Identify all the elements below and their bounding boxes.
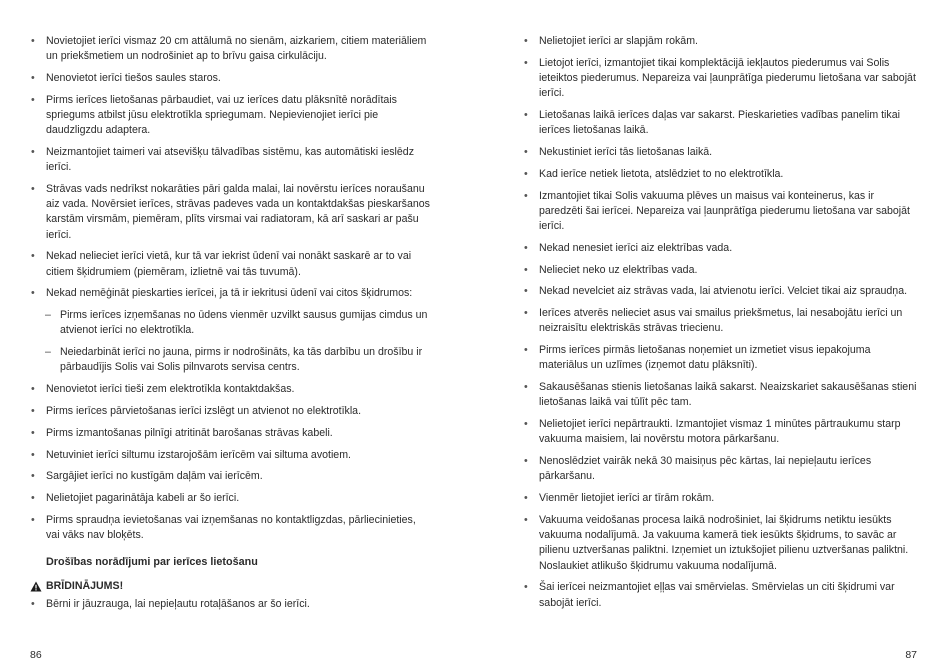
list-item: • Bērni ir jāuzrauga, lai nepieļautu rotaļāšanos ar šo ierīci.: [30, 597, 430, 612]
page-number-right: 87: [905, 649, 917, 661]
list-item: • Sargājiet ierīci no kustīgām daļām vai ierīcēm.: [30, 469, 430, 484]
list-item: • Šai ierīcei neizmantojiet eļļas vai smērvielas. Smērvielas un citi šķidrumi var sabojāt ierīci.: [523, 580, 918, 610]
sub-list-item: – Neiedarbināt ierīci no jauna, pirms ir nodrošināts, ka tās darbību un drošību ir pārbaudījis Solis vai Solis pilnvarots servisa centrs.: [30, 345, 430, 375]
left-sub-list: [30, 308, 430, 375]
list-item: • Novietojiet ierīci vismaz 20 cm attālumā no sienām, aizkariem, citiem materiāliem un priekšmetiem un nodrošiniet ap to brīvu gaisa cirkulāciju.: [30, 34, 430, 64]
list-item: • Nelieciet neko uz elektrības vada.: [523, 263, 918, 278]
list-item: • Vakuuma veidošanas procesa laikā nodrošiniet, lai šķidrums netiktu iesūkts vakuuma nodalījumā. Ja vakuuma kamerā tiek iesūkts šķidrums, to savāc ar pilienu uztveršanas paliktni. Izņemiet un iztukšojiet pilienu uztveršanas paliktni. Noslaukiet atlikušo šķidrumu vakuuma nodalījumā.: [523, 513, 918, 574]
list-item: • Nelietojiet ierīci nepārtraukti. Izmantojiet vismaz 1 minūtes pārtraukumu starp vakuuma maisiem, lai novērstu motora pārkaršanu.: [523, 417, 918, 447]
list-item: • Pirms ierīces pārvietošanas ierīci izslēgt un atvienot no elektrotīkla.: [30, 404, 430, 419]
list-item: • Nenovietot ierīci tieši zem elektrotīkla kontaktdakšas.: [30, 382, 430, 397]
list-item: • Strāvas vads nedrīkst nokarāties pāri galda malai, lai novērstu ierīces noraušanu aiz vada. Novērsiet ierīces, strāvas padeves vada un kontaktdakšas pieskaršanos karstām virsmām, piemēram, plīts virsmai vai radiatoram, kā arī saskari ar pašu ierīci.: [30, 182, 430, 243]
right-page: [523, 34, 918, 617]
list-item: • Lietošanas laikā ierīces daļas var sakarst. Pieskarieties vadības panelim tikai ierīces lietošanas laikā.: [523, 108, 918, 138]
list-item: • Pirms ierīces lietošanas pārbaudiet, vai uz ierīces datu plāksnītē norādītais spriegums atbilst jūsu elektrotīkla spriegumam. Nepievienojiet ierīci pie daudzligzdu adaptera.: [30, 93, 430, 139]
list-item: • Nenovietot ierīci tiešos saules staros.: [30, 71, 430, 86]
list-item: • Nenoslēdziet vairāk nekā 30 maisiņus pēc kārtas, lai nepieļautu ierīces pārkaršanu.: [523, 454, 918, 484]
list-item: • Nekustiniet ierīci tās lietošanas laikā.: [523, 145, 918, 160]
warning-label: BRĪDINĀJUMS!: [46, 580, 124, 593]
right-bullet-list: [523, 34, 918, 611]
list-item: • Netuviniet ierīci siltumu izstarojošām ierīcēm vai siltuma avotiem.: [30, 448, 430, 463]
list-item: • Nekad nevelciet aiz strāvas vada, lai atvienotu ierīci. Velciet tikai aiz spraudņa.: [523, 284, 918, 299]
list-item: • Nekad nenesiet ierīci aiz elektrības vada.: [523, 241, 918, 256]
left-bullet-list-b: [30, 382, 430, 543]
section-title: Drošības norādījumi par ierīces lietošanu: [46, 556, 258, 569]
list-item: • Neizmantojiet taimeri vai atsevišķu tālvadības sistēmu, kas automātiski ieslēdz ierīci.: [30, 145, 430, 175]
left-bullet-list-c: [30, 597, 430, 612]
list-item: • Nekad nemēģināt pieskarties ierīcei, ja tā ir iekritusi ūdenī vai citos šķidrumos:: [30, 286, 430, 301]
list-item: • Nelietojiet ierīci ar slapjām rokām.: [523, 34, 918, 49]
list-item: • Izmantojiet tikai Solis vakuuma plēves un maisus vai konteinerus, kas ir paredzēti šai ierīcei. Nepareiza vai ļaunprātīga piederumu lietošana var sabojāt ierīci.: [523, 189, 918, 235]
sub-list-item: – Pirms ierīces izņemšanas no ūdens vienmēr uzvilkt sausus gumijas cimdus un atvienot ierīci no elektrotīkla.: [30, 308, 430, 338]
list-item: • Pirms ierīces pirmās lietošanas noņemiet un izmetiet visus iepakojuma materiālus un uzlīmes (izņemot datu plāksnīti).: [523, 343, 918, 373]
warning-heading: [30, 579, 430, 594]
list-item: • Kad ierīce netiek lietota, atslēdziet to no elektrotīkla.: [523, 167, 918, 182]
warning-triangle-icon: [30, 581, 42, 592]
list-item: • Ierīces atverēs nelieciet asus vai smailus priekšmetus, lai nesabojātu ierīci un neizraisītu elektriskās strāvas triecienu.: [523, 306, 918, 336]
list-item: • Pirms spraudņa ievietošanas vai izņemšanas no kontaktligzdas, pārliecinieties, vai vāks nav bloķēts.: [30, 513, 430, 543]
page-number-left: 86: [30, 649, 42, 661]
list-item: • Nelietojiet pagarinātāja kabeli ar šo ierīci.: [30, 491, 430, 506]
list-item: • Lietojot ierīci, izmantojiet tikai komplektācijā iekļautos piederumus vai Solis ieteiktos piederumus. Nepareiza vai ļaunprātīga piederumu lietošana var sabojāt ierīci.: [523, 56, 918, 102]
left-bullet-list-a: [30, 34, 430, 302]
list-item: • Vienmēr lietojiet ierīci ar tīrām rokām.: [523, 491, 918, 506]
list-item: • Pirms izmantošanas pilnīgi atritināt barošanas strāvas kabeli.: [30, 426, 430, 441]
list-item: • Sakausēšanas stienis lietošanas laikā sakarst. Neaizskariet sakausēšanas stieni lietošanas laikā vai tūlīt pēc tam.: [523, 380, 918, 410]
list-item: • Nekad nelieciet ierīci vietā, kur tā var iekrist ūdenī vai nonākt saskarē ar to vai citiem šķidrumiem (piemēram, izlietnē vai tās tuvumā).: [30, 249, 430, 279]
left-page: [30, 34, 430, 619]
